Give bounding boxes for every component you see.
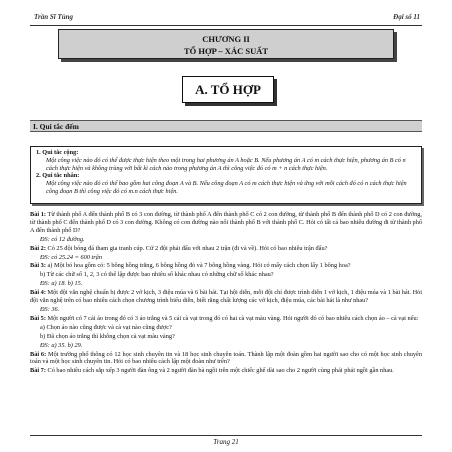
exercise-subpart: a) Chọn áo nào cũng được và cà vạt nào cũng được? [40,323,172,331]
exercise-text: Từ thành phố A đến thành phố B có 3 con đường, từ thành phố A đến thành phố C có 2 con đường, từ thành phố B đến thành phố D có 2 con đường, từ thành phố C đến thành phố D có 3 con đường. Không có con đường nào nối thành phố B với thành phố C. Hỏi có tất cả bao nhiêu đường đi từ thành phố A đến thành phố D? [30,211,422,234]
header-divider [30,25,422,26]
page-header [34,13,420,25]
exercise-subpart: b) Đã chọn áo trắng thì không chọn cà vạt màu vàng? [40,332,175,340]
exercise-number: Bài 6: [30,350,47,358]
rule-title: 1. Qui tắc cộng: [36,149,79,156]
chapter-number: CHƯƠNG II [202,34,250,44]
section-title: A. TỔ HỢP [182,76,274,103]
exercise-text: Có bao nhiêu cách sắp xếp 3 người đàn ông và 2 người đàn bà ngồi trên một chiếc ghế dài sao cho 2 người cùng phái phải ngồi gần nhau. [47,367,394,375]
exercise-number: Bài 3: [30,262,46,270]
rule-body: Một công việc nào đó có thể được thực hiện theo một trong hai phương án A hoặc B. Nếu phương án A có m cách thực hiện, phương án B có n cách thực hiện và không trùng với bất kì cách nào trong phương án A thì công việc đó có m + n cách thực hiện. [46,156,406,172]
exercise-answer: ĐS: a) 35. b) 29. [40,341,83,349]
exercise-text: Một đội văn nghệ chuẩn bị được 2 vở kịch, 3 điệu múa và 6 bài hát. Tại hội diễn, mỗi đội chỉ được trình diễn 1 vở kịch, 1 điệu múa và 1 bài hát. Hỏi đội văn nghệ trên có bao nhiêu cách chọn chương trình biểu diễn, biết rằng chất lượng các vở kịch, điệu múa, các bài hát là như nhau? [30,289,423,305]
exercise-item [30,262,422,270]
exercise-number: Bài 5: [30,314,46,322]
exercise-item [30,289,422,305]
rule-item [36,149,417,172]
exercise-item [30,351,422,367]
exercise-number: Bài 7: [30,367,46,375]
chapter-name: TỔ HỢP – XÁC SUẤT [183,46,269,56]
rule-item [36,172,417,195]
header-author: Trần Sĩ Tùng [34,13,74,21]
rule-body: Một công việc nào đó có thể bao gồm hai công đoạn A và B. Nếu công đoạn A có m cách thực hiện và ứng với mỗi cách đó có n cách thực hiện công đoạn B thì công việc đó có m.n cách thực hiện. [46,180,407,195]
header-subject: Đại số 11 [393,13,420,21]
rules-box [30,146,422,204]
exercise-answer: ĐS: có 25.24 = 600 trận [40,253,102,261]
chapter-title-box [58,29,394,59]
exercise-number: Bài 4: [30,289,46,297]
exercise-text: a) Một bó hoa gồm có: 5 bông hồng trắng, 6 bông hồng đỏ và 7 bông hồng vàng. Hỏi có mấy cách chọn lấy 1 bông hoa? [47,262,351,270]
exercise-text: Một người có 7 cái áo trong đó có 3 áo trắng và 5 cái cà vạt trong đó có hai cà vạt màu vàng. Hỏi người đó có bao nhiêu cách chọn áo – cà vạt nếu: [47,314,419,322]
exercise-number: Bài 1: [30,211,46,218]
exercise-answer: ĐS: a) 18. b) 15. [40,280,83,288]
rule-section-heading: I. Qui tắc đếm [30,120,422,132]
footer-divider [30,435,422,436]
rule-title: 2. Qui tắc nhân: [36,172,80,180]
exercise-answer: ĐS: 36. [40,305,60,313]
exercise-subpart: b) Từ các chữ số 1, 2, 3 có thể lập được bao nhiêu số khác nhau có những chữ số khác nhau? [40,271,274,279]
exercise-answer: ĐS: có 12 đường. [40,235,85,243]
exercise-text: Có 25 đội bóng đá tham gia tranh cúp. Cứ 2 đội phải đấu với nhau 2 trận (đi và về). Hỏi có bao nhiêu trận đấu? [47,244,328,252]
exercise-item [30,211,422,235]
exercise-list [30,211,422,376]
exercise-item [30,245,422,253]
exercise-number: Bài 2: [30,244,46,252]
exercise-text: Một trường phổ thông có 12 học sinh chuyên tin và 18 học sinh chuyên toán. Thành lập một đoàn gồm hai người sao cho có một học sinh chuyên toán và một học sinh chuyên tin. Hỏi có bao nhiêu cách lập một đoàn như trên? [30,350,422,366]
exercise-item [30,315,422,323]
exercise-item [30,367,422,375]
page-number: Trang 21 [213,438,239,446]
